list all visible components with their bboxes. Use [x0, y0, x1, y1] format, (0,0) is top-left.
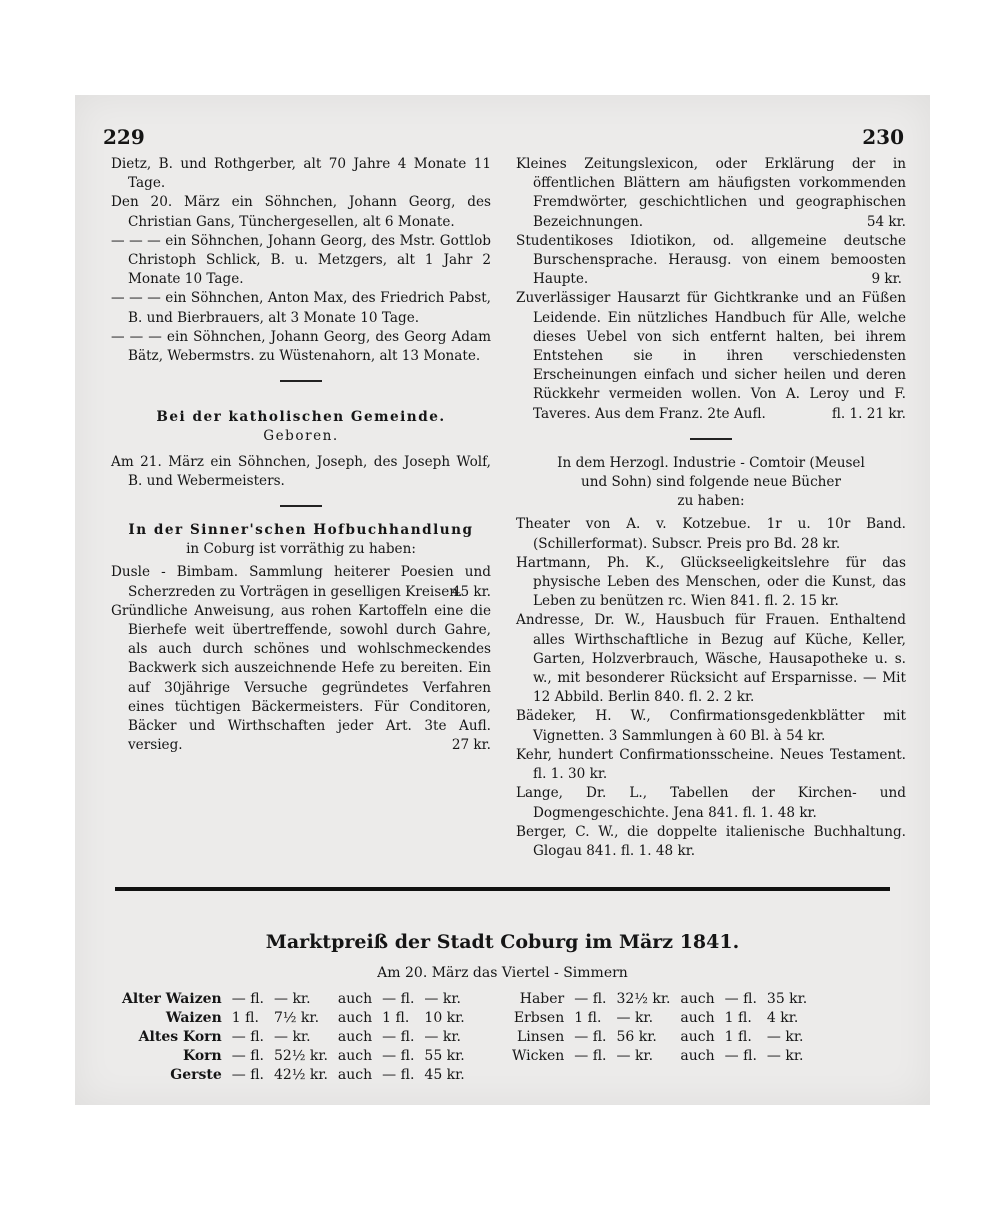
market-cell-fl: — fl. [574, 991, 607, 1007]
section-divider [280, 505, 322, 507]
market-cell-kr: 52½ kr. [274, 1048, 328, 1064]
market-cell-fl2: 1 fl. [382, 1010, 410, 1026]
born-heading: Geboren. [263, 428, 339, 445]
market-cell-also: auch [680, 1029, 715, 1045]
book-price: 27 kr. [451, 737, 491, 754]
market-row [117, 1009, 470, 1028]
page-number-right: 230 [862, 125, 904, 149]
market-cell-fl: — fl. [231, 1029, 264, 1045]
birth-entry: Am 21. März ein Söhnchen, Joseph, des Joseph Wolf, B. und Webermeisters. [111, 453, 491, 489]
market-cell-kr2: — kr. [766, 1029, 804, 1045]
comptoir-heading: zu haben: [677, 493, 745, 510]
market-cell-kr: 56 kr. [616, 1029, 657, 1045]
market-cell-also: auch [680, 991, 715, 1007]
market-cell-fl: 1 fl. [231, 1010, 259, 1026]
market-cell-kr: 7½ kr. [274, 1010, 320, 1026]
comptoir-heading: und Sohn) sind folgende neue Bücher [581, 474, 841, 491]
market-row [117, 990, 470, 1009]
horizontal-rule [115, 887, 890, 891]
book-text: Zuverlässiger Hausarzt für Gichtkranke und an Füßen Leidende. Ein nützliches Handbuch für Alle, welche dieses Uebel von sich entfernt halten, bei ihrem Entstehen sie in ihren verschiedensten Erscheinungen einfach und sicher heilen und deren Rückkehr vermeiden wollen. Von A. Leroy und F. Taveres. Aus dem Franz. 2te Aufl. [516, 290, 906, 422]
market-cell-fl2: — fl. [382, 991, 415, 1007]
market-cell-kr: 32½ kr. [616, 991, 671, 1007]
book-entry [516, 289, 906, 423]
market-cell-name: Korn [182, 1048, 222, 1064]
market-row [117, 1028, 470, 1047]
market-cell-name: Linsen [516, 1029, 565, 1045]
market-cell-kr2: 45 kr. [424, 1067, 465, 1083]
book-entry: Bädeker, H. W., Confirmationsgedenkblätter mit Vignetten. 3 Sammlungen à 60 Bl. à 54 kr. [516, 708, 906, 744]
book-entry: Andresse, Dr. W., Hausbuch für Frauen. Enthaltend alles Wirthschaftliche in Bezug auf Küche, Keller, Garten, Holzverbrauch, Wäsche, Hausapotheke u. s. w., mit besonderer Rücksicht auf Ersparnisse. — Mit 12 Abbild. Berlin 840. fl. 2. 2 kr. [516, 612, 906, 706]
market-cell-fl: — fl. [574, 1029, 607, 1045]
market-cell-fl2: — fl. [724, 991, 757, 1007]
book-entry: Lange, Dr. L., Tabellen der Kirchen- und Dogmengeschichte. Jena 841. fl. 1. 48 kr. [516, 785, 906, 821]
market-cell-also: auch [680, 1048, 715, 1064]
market-row [117, 1047, 470, 1066]
market-cell-also: auch [337, 1010, 373, 1026]
market-subtitle: Am 20. März das Viertel - Simmern [377, 965, 628, 981]
market-cell-name: Waizen [165, 1010, 222, 1026]
market-cell-kr2: 10 kr. [424, 1010, 465, 1026]
market-cell-also: auch [337, 1048, 373, 1064]
market-cell-name: Gerste [170, 1067, 222, 1083]
market-cell-kr2: — kr. [766, 1048, 804, 1064]
market-cell-also: auch [337, 1067, 373, 1083]
book-entry: Kehr, hundert Confirmationsscheine. Neues Testament. fl. 1. 30 kr. [516, 746, 906, 783]
market-cell-fl2: — fl. [382, 1029, 415, 1045]
bookshop-subheading: in Coburg ist vorräthig zu haben: [186, 541, 416, 558]
market-cell-kr: 42½ kr. [274, 1067, 328, 1083]
market-cell-fl: — fl. [231, 1067, 264, 1083]
market-cell-fl: — fl. [231, 1048, 264, 1064]
book-text: Gründliche Anweisung, aus rohen Kartoffeln eine die Bierhefe weit übertreffende, sowohl durch Gahre, als auch durch schönes und wohlschmeckendes Backwerk sich auszeichnende Hefe zu bereiten. Ein auf 30jährige Versuche gegründetes Verfahren eines tüchtigen Bäckermeisters. Für Conditoren, Bäcker und Wirthschaften jeder Art. 3te Aufl. versieg. [111, 602, 491, 754]
book-price: 45 kr. [451, 583, 491, 600]
market-cell-kr2: — kr. [424, 991, 461, 1007]
market-row [507, 990, 812, 1009]
market-table-right [507, 990, 812, 1066]
book-text: Dusle - Bimbam. Sammlung heiterer Poesien und Scherzreden zu Vorträgen in geselligen Kreisen. [111, 564, 491, 600]
right-column [516, 155, 906, 861]
market-cell-name: Altes Korn [138, 1029, 222, 1045]
death-entry: Dietz, B. und Rothgerber, alt 70 Jahre 4 Monate 11 Tage. [111, 156, 491, 192]
market-cell-also: auch [680, 1010, 715, 1026]
market-row [507, 1028, 812, 1047]
market-cell-kr2: 4 kr. [766, 1010, 799, 1026]
book-entry [516, 155, 906, 232]
market-cell-name: Wicken [512, 1048, 565, 1064]
market-row [507, 1009, 812, 1028]
book-entry [111, 602, 491, 756]
market-row [507, 1047, 812, 1066]
book-entry [516, 232, 906, 290]
book-entry: Theater von A. v. Kotzebue. 1r u. 10r Band. (Schillerformat). Subscr. Preis pro Bd. 28 kr. [516, 516, 906, 552]
market-table-left [117, 990, 470, 1085]
market-cell-name: Alter Waizen [122, 991, 222, 1007]
left-column [111, 155, 491, 755]
market-cell-fl2: 1 fl. [724, 1029, 752, 1045]
market-cell-kr2: 55 kr. [424, 1048, 465, 1064]
market-cell-kr2: — kr. [424, 1029, 461, 1045]
book-entry: Berger, C. W., die doppelte italienische Buchhaltung. Glogau 841. fl. 1. 48 kr. [516, 823, 906, 859]
book-entry [111, 563, 491, 601]
market-title: Marktpreiß der Stadt Coburg im März 1841. [265, 931, 740, 953]
market-cell-fl: — fl. [231, 991, 264, 1007]
market-cell-also: auch [337, 991, 373, 1007]
market-cell-kr: — kr. [274, 1029, 311, 1045]
market-cell-fl: — fl. [574, 1048, 607, 1064]
section-divider [280, 380, 322, 382]
market-row [117, 1066, 470, 1085]
market-cell-kr: — kr. [616, 1048, 654, 1064]
bookshop-heading: In der Sinner'schen Hofbuchhandlung [128, 522, 474, 539]
market-cell-also: auch [337, 1029, 373, 1045]
book-price: 9 kr. [871, 271, 902, 288]
book-text: Kleines Zeitungslexicon, oder Erklärung der in öffentlichen Blättern am häufigsten vorkommenden Fremdwörter, geschichtlichen und geographischen Bezeichnungen. [516, 156, 906, 230]
book-entry: Hartmann, Ph. K., Glückseeligkeitslehre für das physische Leben des Menschen, oder die Kunst, das Leben zu benützen rc. Wien 841. fl. 2. 15 kr. [516, 554, 906, 610]
market-cell-name: Erbsen [513, 1010, 565, 1026]
section-divider [690, 438, 732, 440]
page-number-left: 229 [103, 125, 145, 149]
death-entry: — — — ein Söhnchen, Johann Georg, des Georg Adam Bätz, Webermstrs. zu Wüstenahorn, alt 13 Monate. [111, 328, 491, 365]
market-cell-fl2: — fl. [382, 1067, 415, 1083]
death-entry: — — — ein Söhnchen, Anton Max, des Friedrich Pabst, B. und Bierbrauers, alt 3 Monate 10 Tage. [111, 290, 491, 326]
market-cell-kr: — kr. [616, 1010, 654, 1026]
comptoir-heading: In dem Herzogl. Industrie - Comtoir (Meusel [557, 454, 865, 471]
death-entry: — — — ein Söhnchen, Johann Georg, des Mstr. Gottlob Christoph Schlick, B. u. Metzgers, alt 1 Jahr 2 Monate 10 Tage. [111, 232, 491, 288]
death-entry: Den 20. März ein Söhnchen, Johann Georg, des Christian Gans, Tünchergesellen, alt 6 Monate. [111, 194, 491, 230]
scanned-page [75, 95, 930, 1105]
book-price: 54 kr. [866, 213, 906, 230]
market-cell-kr2: 35 kr. [766, 991, 808, 1007]
market-cell-fl2: — fl. [724, 1048, 757, 1064]
market-cell-name: Haber [519, 991, 565, 1007]
market-cell-kr: — kr. [274, 991, 311, 1007]
market-cell-fl2: — fl. [382, 1048, 415, 1064]
book-text: Studentikoses Idiotikon, od. allgemeine deutsche Burschensprache. Herausg. von einem bemoosten Haupte. [516, 232, 906, 288]
market-cell-fl: 1 fl. [574, 1010, 602, 1026]
market-cell-fl2: 1 fl. [724, 1010, 752, 1026]
catholic-heading: Bei der katholischen Gemeinde. [156, 409, 446, 426]
book-price: fl. 1. 21 kr. [831, 405, 906, 422]
